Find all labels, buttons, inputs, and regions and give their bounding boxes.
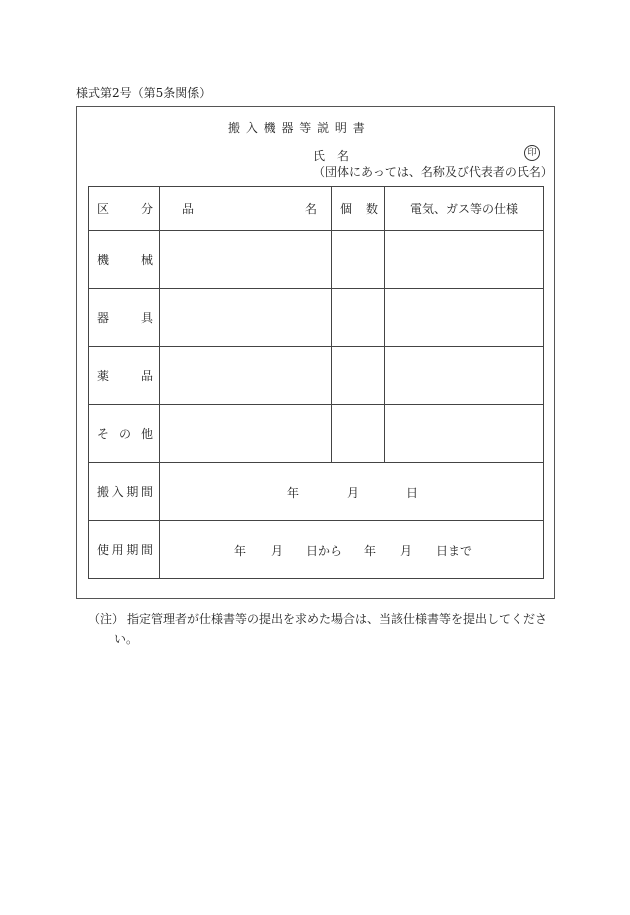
quantity-cell[interactable] [332, 405, 385, 463]
label-text: 品 [140, 369, 153, 383]
year-text: 年 [364, 543, 377, 558]
label-text: 期 [126, 543, 139, 557]
quantity-cell[interactable] [332, 347, 385, 405]
spec-cell[interactable] [385, 231, 544, 289]
year-text: 年 [287, 485, 300, 500]
spec-cell[interactable] [385, 405, 544, 463]
month-text: 月 [271, 543, 284, 558]
item-name-cell[interactable] [160, 405, 332, 463]
label-text: 他 [140, 427, 153, 441]
label-text: 使 [97, 543, 110, 557]
name-label: 氏 名 [313, 149, 350, 163]
note-marker: （注） [88, 612, 125, 626]
year-text: 年 [234, 543, 247, 558]
row-label-chemicals [89, 347, 160, 405]
seal-mark-text: 印 [527, 148, 537, 158]
table-row [89, 231, 544, 289]
day-text: 日 [406, 485, 419, 500]
label-text: 機 [97, 253, 110, 267]
month-text: 月 [400, 543, 413, 558]
header-text: 分 [140, 202, 153, 216]
delivery-period-label [89, 463, 160, 521]
header-text: 個 [340, 202, 353, 216]
form-number: 様式第2号（第5条関係） [76, 86, 212, 100]
label-text: 間 [140, 543, 153, 557]
usage-period-label [89, 521, 160, 579]
item-name-cell[interactable] [160, 347, 332, 405]
label-text: 搬 [97, 485, 110, 499]
label-text: 械 [140, 253, 153, 267]
item-name-cell[interactable] [160, 289, 332, 347]
table-row [89, 405, 544, 463]
seal-mark-icon [524, 145, 540, 161]
equipment-table [88, 186, 544, 579]
label-text: 薬 [97, 369, 110, 383]
month-text: 月 [347, 485, 360, 500]
item-name-cell[interactable] [160, 231, 332, 289]
header-text: 名 [304, 202, 317, 216]
day-to-text: 日まで [436, 543, 473, 558]
label-text: 期 [126, 485, 139, 499]
quantity-cell[interactable] [332, 289, 385, 347]
label-text: 具 [140, 311, 153, 325]
row-label-tools [89, 289, 160, 347]
header-item-name [160, 187, 332, 231]
label-text: 用 [111, 543, 124, 557]
row-label-machinery [89, 231, 160, 289]
table-row [89, 347, 544, 405]
usage-period-value[interactable] [160, 521, 544, 579]
label-text: の [118, 427, 131, 441]
table-header-row [89, 187, 544, 231]
label-text: 器 [97, 311, 110, 325]
document-title: 搬 入 機 器 等 説 明 書 [228, 121, 366, 135]
header-text: 品 [182, 202, 195, 216]
spec-cell[interactable] [385, 347, 544, 405]
day-from-text: 日から [306, 543, 343, 558]
header-text: 数 [365, 202, 378, 216]
label-text: 入 [111, 485, 124, 499]
label-text: そ [97, 427, 110, 441]
header-category [89, 187, 160, 231]
delivery-period-row [89, 463, 544, 521]
delivery-period-value[interactable] [160, 463, 544, 521]
header-text: 区 [97, 202, 110, 216]
quantity-cell[interactable] [332, 231, 385, 289]
note-line-2: い。 [114, 632, 139, 646]
note-line-1: 指定管理者が仕様書等の提出を求めた場合は、当該仕様書等を提出してくださ [127, 612, 548, 626]
label-text: 間 [140, 485, 153, 499]
row-label-other [89, 405, 160, 463]
usage-period-row [89, 521, 544, 579]
spec-cell[interactable] [385, 289, 544, 347]
header-spec: 電気、ガス等の仕様 [385, 187, 544, 231]
header-quantity [332, 187, 385, 231]
name-note: （団体にあっては、名称及び代表者の氏名） [313, 165, 553, 179]
table-row [89, 289, 544, 347]
